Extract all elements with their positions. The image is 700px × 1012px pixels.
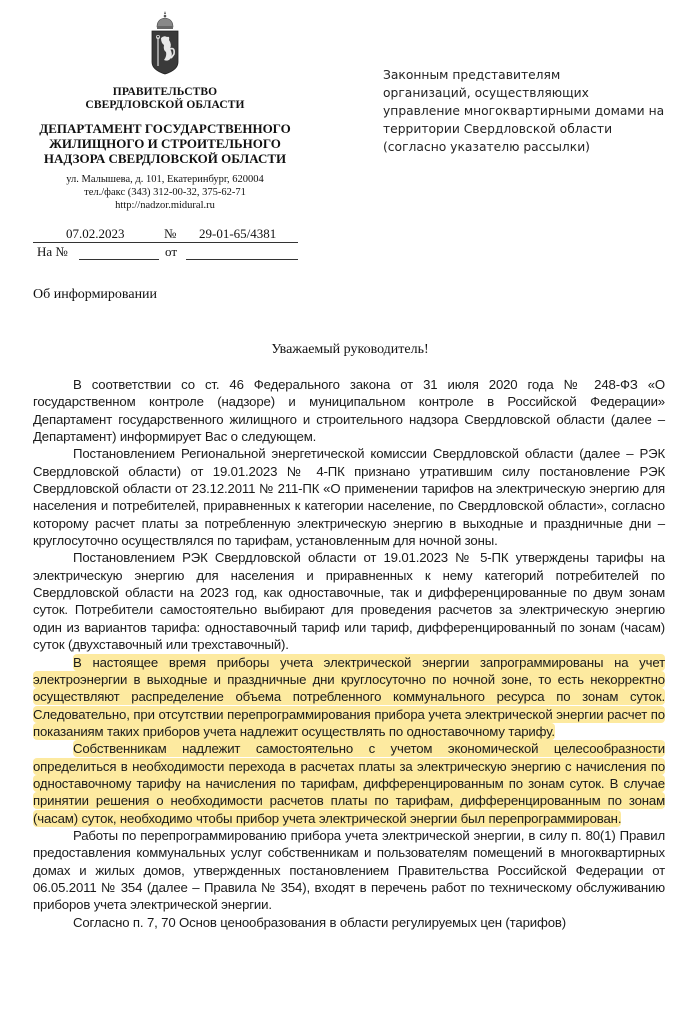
paragraph-text: Постановлением Региональной энергетической комиссии Свердловской области (далее – РЭК Свердловской области) от 19.01.2023 № 4-ПК признано утратившим силу постановление РЭК Свердловской области от 23.12.2011 № 211-ПК «О применении тарифов на электрическую энергию для населения и потребителей, приравненных к категории население, по Свердловской области», согласно которому расчет платы за потребленную электрическую энергию в выходные и праздничные дни – круглосуточно осуществлялся по тарифам, установленным для ночной зоны. <box>33 446 665 549</box>
paragraph-text: Согласно п. 7, 70 Основ ценообразования в области регулируемых цен (тарифов) <box>73 914 566 930</box>
document-number: 29-01-65/4381 <box>199 226 277 241</box>
number-sign: № <box>164 226 177 241</box>
reply-to-label: На № <box>37 244 68 259</box>
paragraph <box>33 827 665 914</box>
letterhead <box>30 10 300 212</box>
paragraph-text: Постановлением РЭК Свердловской области от 19.01.2023 № 5-ПК утверждены тарифы на электрическую энергию для населения и приравненных к нему категорий потребителей по Свердловской области на 2023 год, как одноставочные, так и дифференцированные по двум зонам суток. Потребители самостоятельно выбирают для проведения расчетов за электрическую энергию один из вариантов тарифа: одноставочный тариф или тариф, дифференцированный по зонам (часам) суток (двухставочный или трехставочный). <box>33 550 665 653</box>
highlighted-text: В настоящее время приборы учета электрической энергии запрограммированы на учет электроэнергии в выходные и праздничные дни круглосуточно по ночной зоне, то есть некорректно осуществляют распределение объема потребленного коммунального ресурса по зонам суток. Следовательно, при отсутствии перепрограммирования прибора учета электрической энергии расчет по показаниям таких приборов учета надлежит осуществлять по одноставочному тарифу. <box>33 654 665 739</box>
reply-to-field <box>79 259 159 260</box>
paragraph-text: В соответствии со ст. 46 Федерального закона от 31 июля 2020 года № 248-ФЗ «О государственном контроле (надзоре) и муниципальном контроле в Российской Федерации» Департамент государственного жилищного и строительного надзора Свердловской области (далее – Департамент) информирует Вас о следующем. <box>33 377 665 445</box>
coat-of-arms-icon <box>150 10 180 76</box>
postal-address: ул. Малышева, д. 101, Екатеринбург, 620004 <box>66 174 264 185</box>
highlighted-paragraph <box>33 654 665 741</box>
paragraph-text: Работы по перепрограммированию прибора учета электрической энергии, в силу п. 80(1) Правил предоставления коммунальных услуг собственникам и пользователям помещений в многоквартирных домах и жилых домов, утвержденных постановлением Правительства Российской Федерации от 06.05.2011 № 354 (далее – Правила № 354), входят в перечень работ по техническому обслуживанию приборов учета электрической энергии. <box>33 827 665 913</box>
department-title: ДЕПАРТАМЕНТ ГОСУДАРСТВЕННОГО ЖИЛИЩНОГО И СТРОИТЕЛЬНОГО НАДЗОРА СВЕРДЛОВСКОЙ ОБЛАСТИ <box>39 121 291 166</box>
highlighted-paragraph <box>33 740 665 827</box>
document-date: 07.02.2023 <box>66 226 125 241</box>
paragraph <box>33 549 665 653</box>
from-date-field <box>186 259 298 260</box>
phone-fax: тел./факс (343) 312-00-32, 375-62-71 <box>84 187 246 198</box>
contact-info <box>30 173 300 212</box>
highlighted-text: Собственникам надлежит самостоятельно с учетом экономической целесообразности определиться в необходимости перехода в расчетах платы за электрическую энергию с начисления по одноставочному тарифу на начисления по тарифам, дифференцированным по зонам суток. В случае принятии решения о необходимости расчетов платы по тарифам, дифференцированным по зонам (часам) суток, необходимо чтобы прибор учета электрической энергии был перепрограммирован. <box>33 741 665 826</box>
letter-subject: Об информировании <box>33 287 158 302</box>
registration-block <box>33 226 298 262</box>
paragraph <box>33 376 665 445</box>
website-link[interactable]: http://nadzor.midural.ru <box>115 200 215 211</box>
from-label: от <box>165 244 178 259</box>
paragraph <box>33 445 665 549</box>
salutation: Уважаемый руководитель! <box>271 342 429 357</box>
addressee-block: Законным представителям организаций, осуществляющих управление многоквартирными домами на территории Свердловской области (согласно указателю рассылки) <box>383 68 665 154</box>
letter-body <box>33 376 665 931</box>
registration-divider <box>33 242 298 243</box>
paragraph <box>33 914 665 931</box>
government-title: ПРАВИТЕЛЬСТВО СВЕРДЛОВСКОЙ ОБЛАСТИ <box>85 86 245 111</box>
